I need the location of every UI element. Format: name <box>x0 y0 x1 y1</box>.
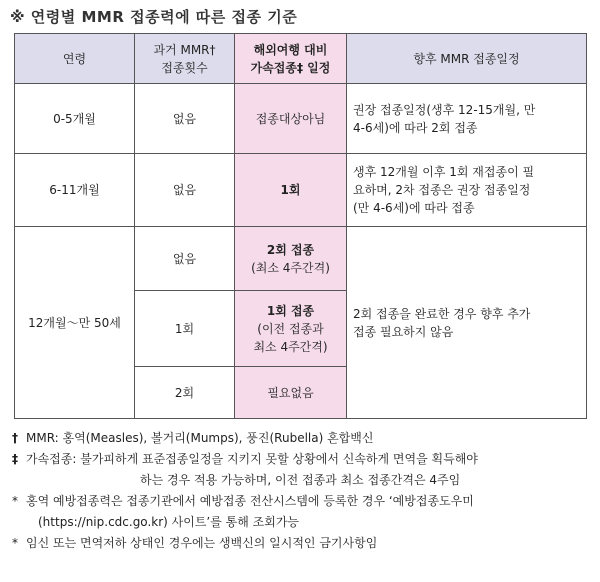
future-line: 권장 접종일정(생후 12-15개월, 만 <box>353 102 536 117</box>
future-line: 2회 접종을 완료한 경우 향후 추가 <box>353 306 531 321</box>
footnotes <box>12 428 592 554</box>
future-line: 4-6세)에 따라 2회 접종 <box>353 120 478 135</box>
future-line: 요하며, 2차 접종은 권장 접종일정 <box>353 183 531 197</box>
table-row <box>15 154 587 227</box>
travel-cell: 1회 <box>235 154 347 227</box>
footnote-registry-cont: (https://nip.cdc.go.kr) 사이트’를 통해 조회가능 <box>38 515 299 529</box>
future-cell <box>347 227 587 419</box>
past-doses-cell: 없음 <box>135 154 235 227</box>
header-travel-line1: 해외여행 대비 <box>253 42 328 57</box>
mmr-schedule-table <box>14 33 587 419</box>
travel-main: 1회 접종 <box>266 303 315 318</box>
future-cell <box>347 154 587 227</box>
header-future-schedule: 향후 MMR 접종일정 <box>347 34 587 84</box>
header-row <box>15 34 587 84</box>
header-travel-schedule <box>235 34 347 84</box>
footnote-registry <box>12 491 592 512</box>
asterisk-symbol: * <box>12 494 18 508</box>
table-row <box>15 84 587 154</box>
header-past-doses <box>135 34 235 84</box>
travel-cell: 접종대상아님 <box>235 84 347 154</box>
footnote-mmr <box>12 428 592 449</box>
past-doses-cell: 없음 <box>135 227 235 291</box>
travel-cell: 필요없음 <box>235 367 347 419</box>
asterisk-symbol: * <box>12 536 18 550</box>
travel-note: (이전 접종과 <box>257 321 324 336</box>
footnote-text: 가속접종: 불가피하게 표준접종일정을 지키지 못할 상황에서 신속하게 면역을 획득해야 <box>26 452 478 466</box>
age-cell: 12개월～만 50세 <box>15 227 135 419</box>
footnote-text: 임신 또는 면역저하 상태인 경우에는 생백신의 일시적인 금기사항임 <box>26 536 378 550</box>
past-doses-cell: 2회 <box>135 367 235 419</box>
travel-cell <box>235 227 347 291</box>
footnote-text: 홍역 예방접종력은 접종기관에서 예방접종 전산시스템에 등록한 경우 ‘예방접종도우미 <box>26 494 474 508</box>
header-past-line1: 과거 MMR† <box>153 42 216 57</box>
dagger-symbol: † <box>12 431 18 445</box>
travel-note: (최소 4주간격) <box>251 260 330 275</box>
past-doses-cell: 없음 <box>135 84 235 154</box>
age-cell: 0-5개월 <box>15 84 135 154</box>
past-doses-cell: 1회 <box>135 291 235 367</box>
page-title: ※ 연령별 MMR 접종력에 따른 접종 기준 <box>10 8 298 26</box>
header-travel-line2: 가속접종‡ 일정 <box>250 60 331 75</box>
footnote-contraindication <box>12 533 592 554</box>
future-cell <box>347 84 587 154</box>
future-line: (만 4-6세)에 따라 접종 <box>353 201 475 215</box>
age-cell: 6-11개월 <box>15 154 135 227</box>
header-past-line2: 접종횟수 <box>161 60 208 75</box>
footnote-accelerated <box>12 449 592 470</box>
future-line: 접종 필요하지 않음 <box>353 324 454 339</box>
footnote-text: MMR: 홍역(Measles), 볼거리(Mumps), 풍진(Rubella) 혼합백신 <box>26 431 374 445</box>
table-row <box>15 227 587 291</box>
footnote-accelerated-cont: 하는 경우 적용 가능하며, 이전 접종과 최소 접종간격은 4주임 <box>140 473 461 487</box>
travel-cell <box>235 291 347 367</box>
travel-note: 최소 4주간격) <box>253 339 328 354</box>
future-line: 생후 12개월 이후 1회 재접종이 필 <box>353 165 535 179</box>
travel-main: 2회 접종 <box>266 242 315 257</box>
header-age: 연령 <box>15 34 135 84</box>
double-dagger-symbol: ‡ <box>12 452 18 466</box>
